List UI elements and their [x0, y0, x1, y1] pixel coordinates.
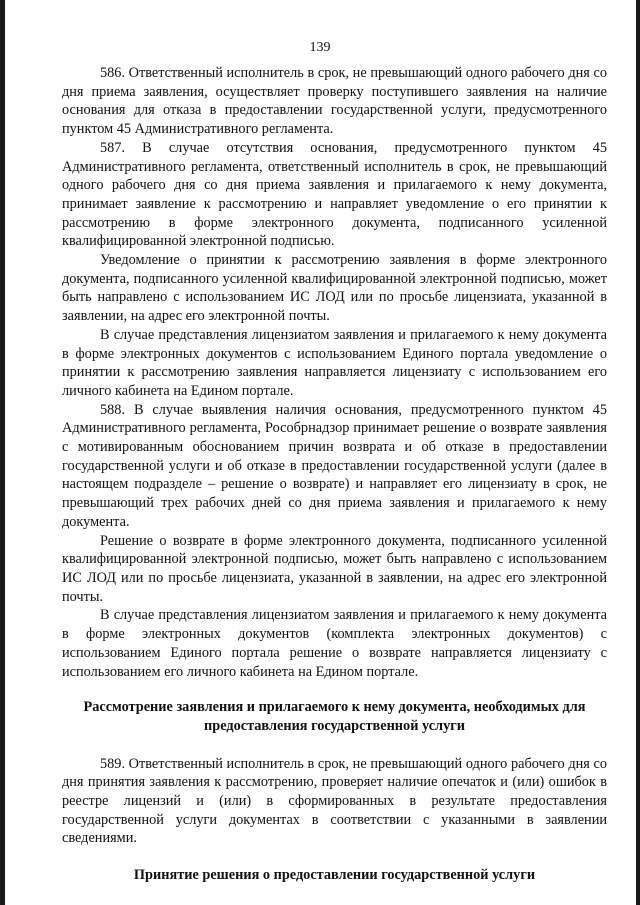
- paragraph-586: 586. Ответственный исполнитель в срок, не превышающий одного рабочего дня со дня приема заявления, осуществляет проверку поступившего заявления на наличие основания для отказа в предоставлении государственной услуги, предусмотренного пунктом 45 Административного регламента.: [62, 65, 607, 138]
- scan-edge-left: [0, 0, 5, 905]
- paragraph-588-portal: В случае представления лицензиатом заявления и прилагаемого к нему документа в форме электронных документов (комплекта электронных документов) с использованием Единого портала решение о возврате направляется лицензиату с использованием его личного кабинета на Едином портале.: [62, 607, 607, 680]
- paragraph-588-decision: Решение о возврате в форме электронного документа, подписанного усиленной квалифицированной электронной подписью, может быть направлено с использованием ИС ЛОД или по просьбе лицензиата, указанной в заявлении, на адрес его электронной почты.: [62, 532, 607, 605]
- section-heading-decision: Принятие решения о предоставлении государственной услуги: [133, 867, 536, 884]
- paragraph-589: 589. Ответственный исполнитель в срок, не превышающий одного рабочего дня со дня принятия заявления к рассмотрению, проверяет наличие опечаток и (или) ошибок в реестре лицензий и (или) в сформированных в результате предоставления государственной услуги документах в соответствии с указанными в заявлении сведениями.: [62, 755, 607, 847]
- paragraph-587-portal: В случае представления лицензиатом заявления и прилагаемого к нему документа в форме электронных документов с использованием Единого портала уведомление о принятии к рассмотрению заявления направляется лицензиату с использованием его личного кабинета на Едином портале.: [62, 326, 607, 399]
- section-heading-review: Рассмотрение заявления и прилагаемого к нему документа, необходимых для предоставления государственной услуги: [83, 699, 586, 734]
- document-body: [62, 64, 607, 885]
- paragraph-588: 588. В случае выявления наличия основания, предусмотренного пунктом 45 Административного регламента, Рособрнадзор принимает решение о возврате заявления с мотивированным обоснованием причин возврата и об отказе в предоставлении государственной услуги и об отказе в предоставлении государственной услуги (далее в настоящем подразделе – решение о возврате) и направляет его лицензиату в срок, не превышающий трех рабочих дней со дня приема заявления и прилагаемого к нему документа.: [62, 401, 607, 530]
- paragraph-587: 587. В случае отсутствия основания, предусмотренного пунктом 45 Административного регламента, ответственный исполнитель в срок, не превышающий одного рабочего дня со дня приема заявления и прилагаемого к нему документа, принимает заявление к рассмотрению и направляет уведомление о его принятии к рассмотрению в форме электронного документа, подписанного усиленной квалифицированной электронной подписью.: [62, 139, 607, 250]
- paragraph-587-notice: Уведомление о принятии к рассмотрению заявления в форме электронного документа, подписанного усиленной квалифицированной электронной подписью, может быть направлено с использованием ИС ЛОД или по просьбе лицензиата, указанной в заявлении, на адрес его электронной почты.: [62, 252, 607, 325]
- scan-edge-right: [636, 0, 640, 905]
- page-number: 139: [309, 40, 331, 55]
